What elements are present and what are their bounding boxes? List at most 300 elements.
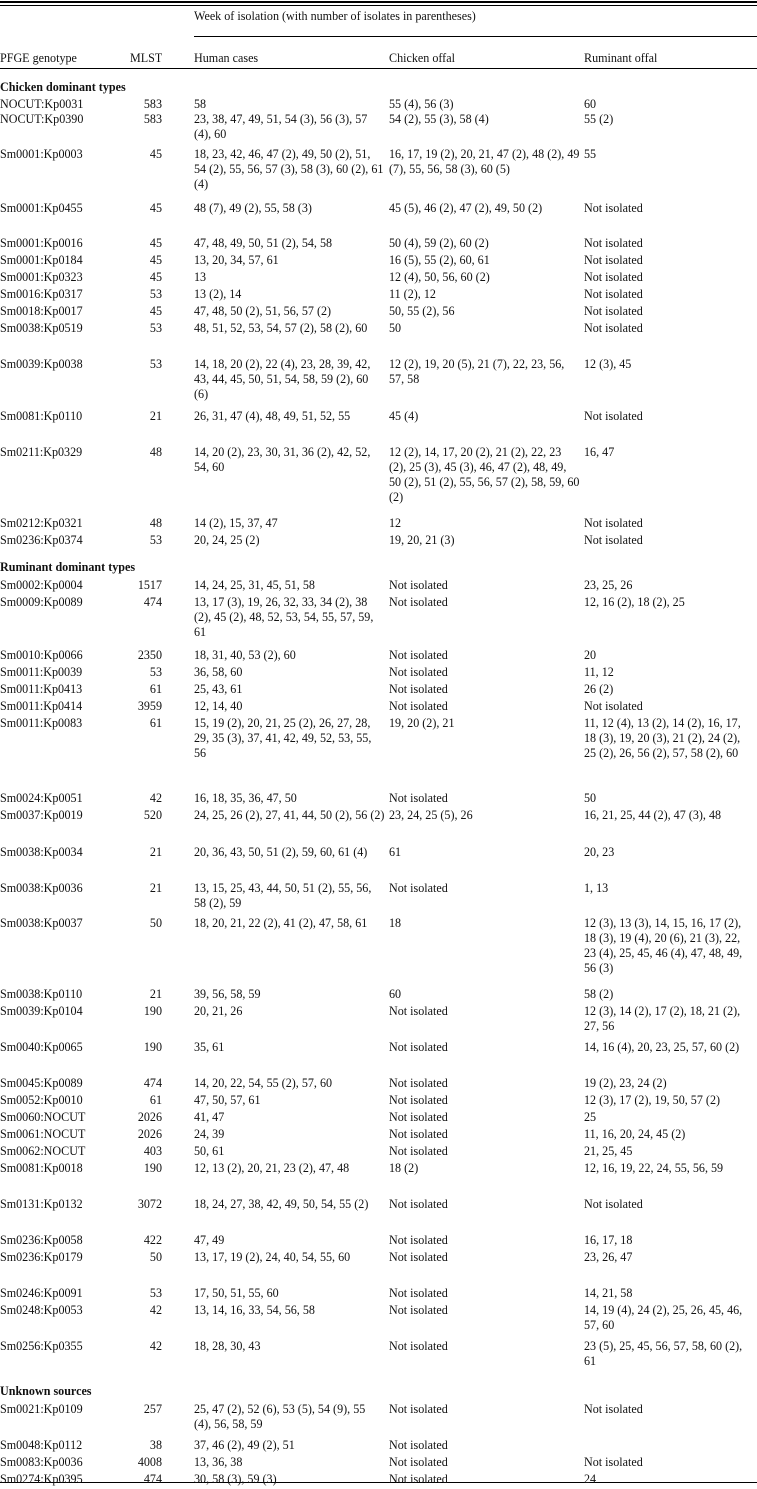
chicken-offal-cell: 50: [389, 321, 402, 335]
chicken-offal-cell: 45 (5), 46 (2), 47 (2), 49, 50 (2): [389, 201, 543, 215]
chicken-offal-cell: Not isolated: [389, 1197, 448, 1211]
chicken-offal-cell: 19, 20 (2), 21: [389, 716, 455, 730]
table-row: [0, 699, 757, 716]
table-row: [0, 1250, 757, 1286]
chicken-offal-cell: Not isolated: [389, 1303, 448, 1317]
spacer-cell: [162, 147, 194, 201]
table-row: [0, 595, 757, 648]
genotype-cell: Sm0062:NOCUT: [0, 1144, 86, 1158]
human-cases-cell: 30, 58 (3), 59 (3): [194, 1472, 277, 1486]
human-cases-cell: 14 (2), 15, 37, 47: [194, 516, 278, 530]
section-title: Chicken dominant types: [0, 80, 126, 94]
genotype-cell: Sm0081:Kp0018: [0, 1161, 83, 1175]
section-header: [0, 1382, 757, 1402]
genotype-cell: Sm0212:Kp0321: [0, 516, 83, 530]
ruminant-offal-cell: 60: [584, 97, 597, 111]
ruminant-offal-cell: 23 (5), 25, 45, 56, 57, 58, 60 (2), 61: [584, 1339, 743, 1368]
ruminant-offal-cell: Not isolated: [584, 304, 643, 318]
ruminant-offal-cell: Not isolated: [584, 1402, 643, 1416]
genotype-cell: Sm0040:Kp0065: [0, 1040, 83, 1054]
mlst-cell: 3959: [137, 699, 162, 713]
spacer-cell: [162, 791, 194, 808]
genotype-cell: Sm0011:Kp0413: [0, 682, 83, 696]
mlst-cell: 2350: [137, 648, 162, 662]
human-cases-cell: 12, 14, 40: [194, 699, 243, 713]
chicken-offal-cell: Not isolated: [389, 648, 448, 662]
ruminant-offal-cell: Not isolated: [584, 409, 643, 423]
chicken-offal-cell: Not isolated: [389, 881, 448, 895]
spacer-cell: [162, 287, 194, 304]
genotype-cell: Sm0256:Kp0355: [0, 1339, 83, 1353]
mlst-cell: 2026: [137, 1127, 162, 1141]
genotype-cell: Sm0061:NOCUT: [0, 1127, 86, 1141]
mlst-cell: 190: [143, 1040, 162, 1054]
spacer-cell: [162, 881, 194, 916]
mlst-cell: 3072: [137, 1197, 162, 1211]
spacer-cell: [162, 304, 194, 321]
ruminant-offal-cell: 11, 16, 20, 24, 45 (2): [584, 1127, 686, 1141]
human-cases-cell: 13, 17, 19 (2), 24, 40, 54, 55, 60: [194, 1250, 351, 1264]
table-row: [0, 1472, 757, 1489]
ruminant-offal-cell: 16, 21, 25, 44 (2), 47 (3), 48: [584, 808, 722, 822]
genotype-cell: Sm0045:Kp0089: [0, 1076, 83, 1090]
spacer-cell: [162, 516, 194, 533]
ruminant-offal-cell: 16, 47: [584, 445, 615, 459]
genotype-cell: Sm0001:Kp0184: [0, 253, 83, 267]
chicken-offal-cell: 55 (4), 56 (3): [389, 97, 454, 111]
chicken-offal-cell: Not isolated: [389, 1076, 448, 1090]
table-row: [0, 236, 757, 253]
ruminant-offal-cell: Not isolated: [584, 533, 643, 547]
human-cases-cell: 15, 19 (2), 20, 21, 25 (2), 26, 27, 28, 29, 35 (3), 37, 41, 42, 49, 52, 53, 55, 56: [194, 716, 372, 760]
genotype-cell: Sm0038:Kp0037: [0, 916, 83, 930]
spacer-cell: [162, 1040, 194, 1076]
human-cases-cell: 20, 24, 25 (2): [194, 533, 260, 547]
genotype-cell: Sm0060:NOCUT: [0, 1110, 86, 1124]
chicken-offal-cell: 50, 55 (2), 56: [389, 304, 455, 318]
mlst-cell: 190: [143, 1161, 162, 1175]
human-cases-cell: 13, 20, 34, 57, 61: [194, 253, 279, 267]
chicken-offal-cell: Not isolated: [389, 1286, 448, 1300]
mlst-cell: 1517: [137, 578, 162, 592]
spacer-cell: [162, 1455, 194, 1472]
table-body: [0, 80, 757, 1489]
mlst-cell: 4008: [137, 1455, 162, 1469]
mlst-header: MLST: [130, 51, 162, 65]
spacer-cell: [162, 1110, 194, 1127]
chicken-offal-cell: Not isolated: [389, 682, 448, 696]
section-title: Unknown sources: [0, 1384, 92, 1398]
mlst-cell: 474: [143, 595, 162, 609]
human-cases-cell: 24, 39: [194, 1127, 225, 1141]
mlst-cell: 45: [149, 253, 162, 267]
genotype-cell: Sm0052:Kp0010: [0, 1093, 83, 1107]
ruminant-offal-cell: Not isolated: [584, 287, 643, 301]
spacer-cell: [162, 808, 194, 845]
human-cases-cell: 47, 50, 57, 61: [194, 1093, 261, 1107]
table-row: [0, 665, 757, 682]
spacer-cell: [162, 409, 194, 445]
genotype-cell: NOCUT:Kp0031: [0, 97, 84, 111]
ruminant-offal-cell: Not isolated: [584, 253, 643, 267]
mlst-cell: 61: [149, 682, 162, 696]
human-cases-cell: 13 (2), 14: [194, 287, 242, 301]
human-cases-cell: 41, 47: [194, 1110, 225, 1124]
spacer-cell: [162, 1303, 194, 1339]
chicken-offal-cell: Not isolated: [389, 791, 448, 805]
genotype-cell: Sm0011:Kp0083: [0, 716, 83, 730]
spacer-cell: [162, 201, 194, 236]
spacer-cell: [162, 916, 194, 987]
genotype-cell: Sm0018:Kp0017: [0, 304, 83, 318]
ruminant-offal-header: Ruminant offal: [584, 51, 658, 65]
chicken-offal-cell: 18 (2): [389, 1161, 419, 1175]
mlst-cell: 2026: [137, 1110, 162, 1124]
pfge-genotype-header: PFGE genotype: [0, 51, 77, 65]
table-row: [0, 201, 757, 236]
table-row: [0, 845, 757, 881]
genotype-cell: Sm0009:Kp0089: [0, 595, 83, 609]
ruminant-offal-cell: Not isolated: [584, 1455, 643, 1469]
chicken-offal-cell: Not isolated: [389, 1438, 448, 1452]
ruminant-offal-cell: 12 (3), 14 (2), 17 (2), 18, 21 (2), 27, 56: [584, 1004, 741, 1033]
ruminant-offal-cell: 12, 16 (2), 18 (2), 25: [584, 595, 685, 609]
table-row: [0, 682, 757, 699]
human-cases-cell: 39, 56, 58, 59: [194, 987, 261, 1001]
ruminant-offal-cell: 23, 25, 26: [584, 578, 633, 592]
genotype-cell: Sm0236:Kp0374: [0, 533, 83, 547]
table-row: [0, 1093, 757, 1110]
table-row: [0, 1233, 757, 1250]
chicken-offal-cell: Not isolated: [389, 699, 448, 713]
chicken-offal-cell: Not isolated: [389, 1127, 448, 1141]
human-cases-cell: 13, 36, 38: [194, 1455, 243, 1469]
human-cases-cell: 16, 18, 35, 36, 47, 50: [194, 791, 297, 805]
spacer-cell: [162, 321, 194, 357]
table-row: [0, 716, 757, 791]
spacer-cell: [162, 445, 194, 516]
mlst-cell: 45: [149, 236, 162, 250]
spacer-cell: [162, 1004, 194, 1040]
week-of-isolation-header: Week of isolation (with number of isolates in parentheses): [194, 9, 476, 23]
human-cases-cell: 20, 36, 43, 50, 51 (2), 59, 60, 61 (4): [194, 845, 368, 859]
mlst-cell: 45: [149, 304, 162, 318]
human-cases-header: Human cases: [194, 51, 259, 65]
human-cases-cell: 25, 43, 61: [194, 682, 243, 696]
ruminant-offal-cell: 55: [584, 147, 597, 161]
mlst-cell: 583: [143, 97, 162, 111]
mlst-cell: 422: [143, 1233, 162, 1247]
table-row: [0, 791, 757, 808]
chicken-offal-cell: Not isolated: [389, 1339, 448, 1353]
chicken-offal-cell: Not isolated: [389, 1250, 448, 1264]
mlst-cell: 474: [143, 1472, 162, 1486]
human-cases-cell: 48 (7), 49 (2), 55, 58 (3): [194, 201, 312, 215]
mlst-cell: 61: [149, 716, 162, 730]
mlst-cell: 53: [149, 1286, 162, 1300]
chicken-offal-cell: Not isolated: [389, 1110, 448, 1124]
ruminant-offal-cell: Not isolated: [584, 270, 643, 284]
chicken-offal-cell: 23, 24, 25 (5), 26: [389, 808, 473, 822]
spacer-cell: [162, 1339, 194, 1382]
chicken-offal-cell: 60: [389, 987, 402, 1001]
genotype-cell: NOCUT:Kp0390: [0, 112, 84, 126]
ruminant-offal-cell: Not isolated: [584, 236, 643, 250]
table-row: [0, 112, 757, 147]
spacer-cell: [162, 253, 194, 270]
genotype-cell: Sm0021:Kp0109: [0, 1402, 83, 1416]
table-row: [0, 1004, 757, 1040]
ruminant-offal-cell: Not isolated: [584, 321, 643, 335]
ruminant-offal-cell: Not isolated: [584, 201, 643, 215]
mlst-cell: 61: [149, 1093, 162, 1107]
human-cases-cell: 24, 25, 26 (2), 27, 41, 44, 50 (2), 56 (2): [194, 808, 385, 822]
spacer-cell: [162, 716, 194, 791]
mlst-cell: 53: [149, 321, 162, 335]
table-row: [0, 1040, 757, 1076]
spacer-cell: [162, 987, 194, 1004]
ruminant-offal-cell: Not isolated: [584, 516, 643, 530]
genotype-cell: Sm0011:Kp0039: [0, 665, 83, 679]
human-cases-cell: 47, 49: [194, 1233, 225, 1247]
ruminant-offal-cell: 14, 21, 58: [584, 1286, 633, 1300]
ruminant-offal-cell: 12 (3), 17 (2), 19, 50, 57 (2): [584, 1093, 721, 1107]
spacer-cell: [162, 1093, 194, 1110]
ruminant-offal-cell: 23, 26, 47: [584, 1250, 633, 1264]
ruminant-offal-cell: 58 (2): [584, 987, 614, 1001]
ruminant-offal-cell: 11, 12 (4), 13 (2), 14 (2), 16, 17, 18 (3), 19, 20 (3), 21 (2), 24 (2), 25 (2), 26, 56 (2), 57, 58 (2), 60: [584, 716, 741, 760]
ruminant-offal-cell: 21, 25, 45: [584, 1144, 633, 1158]
table-row: [0, 1303, 757, 1339]
human-cases-cell: 18, 28, 30, 43: [194, 1339, 261, 1353]
spacer-cell: [162, 648, 194, 665]
ruminant-offal-cell: 55 (2): [584, 112, 614, 126]
spacer-cell: [162, 1402, 194, 1438]
chicken-offal-cell: Not isolated: [389, 1040, 448, 1054]
spacer-cell: [162, 1197, 194, 1233]
human-cases-cell: 18, 31, 40, 53 (2), 60: [194, 648, 296, 662]
table-row: [0, 357, 757, 409]
ruminant-offal-cell: 12 (3), 45: [584, 357, 632, 371]
table-row: [0, 808, 757, 845]
genotype-cell: Sm0083:Kp0036: [0, 1455, 83, 1469]
genotype-cell: Sm0274:Kp0395: [0, 1472, 83, 1486]
table-row: [0, 1110, 757, 1127]
chicken-offal-cell: Not isolated: [389, 1144, 448, 1158]
table-row: [0, 97, 757, 112]
chicken-offal-cell: 18: [389, 916, 402, 930]
human-cases-cell: 50, 61: [194, 1144, 225, 1158]
human-cases-cell: 14, 24, 25, 31, 45, 51, 58: [194, 578, 315, 592]
genotype-cell: Sm0248:Kp0053: [0, 1303, 83, 1317]
human-cases-cell: 13, 15, 25, 43, 44, 50, 51 (2), 55, 56, 58 (2), 59: [194, 881, 372, 910]
table-row: [0, 916, 757, 987]
table-row: [0, 253, 757, 270]
chicken-offal-cell: Not isolated: [389, 1093, 448, 1107]
human-cases-cell: 13, 17 (3), 19, 26, 32, 33, 34 (2), 38 (2), 45 (2), 48, 52, 53, 54, 55, 57, 59, 61: [194, 595, 374, 639]
human-cases-cell: 26, 31, 47 (4), 48, 49, 51, 52, 55: [194, 409, 351, 423]
genotype-cell: Sm0038:Kp0036: [0, 881, 83, 895]
mlst-cell: 53: [149, 357, 162, 371]
mlst-cell: 48: [149, 516, 162, 530]
genotype-cell: Sm0038:Kp0519: [0, 321, 83, 335]
table-row: [0, 987, 757, 1004]
table-row: [0, 270, 757, 287]
table-row: [0, 304, 757, 321]
table-row: [0, 147, 757, 201]
genotype-cell: Sm0001:Kp0455: [0, 201, 83, 215]
human-cases-cell: 37, 46 (2), 49 (2), 51: [194, 1438, 295, 1452]
chicken-offal-cell: 16, 17, 19 (2), 20, 21, 47 (2), 48 (2), 49 (7), 55, 56, 58 (3), 60 (5): [389, 147, 580, 176]
human-cases-cell: 58: [194, 97, 207, 111]
spacer-cell: [162, 1438, 194, 1455]
table-row: [0, 1455, 757, 1472]
ruminant-offal-cell: 24: [584, 1472, 597, 1486]
mlst-cell: 42: [149, 1303, 162, 1317]
spacer-cell: [162, 357, 194, 409]
table-row: [0, 409, 757, 445]
mlst-cell: 190: [143, 1004, 162, 1018]
chicken-offal-cell: Not isolated: [389, 1472, 448, 1486]
genotype-cell: Sm0246:Kp0091: [0, 1286, 83, 1300]
table-row: [0, 516, 757, 533]
spacer-cell: [162, 236, 194, 253]
mlst-cell: 48: [149, 445, 162, 459]
ruminant-offal-cell: 25: [584, 1110, 597, 1124]
table-row: [0, 321, 757, 357]
spacer-cell: [162, 1144, 194, 1161]
ruminant-offal-cell: 12 (3), 13 (3), 14, 15, 16, 17 (2), 18 (3), 19 (4), 20 (6), 21 (3), 22, 23 (4), 25, 45, 46 (4), 47, 48, 49, 56 (3): [584, 916, 743, 975]
mlst-cell: 21: [149, 881, 162, 895]
human-cases-cell: 35, 61: [194, 1040, 225, 1054]
human-cases-cell: 13, 14, 16, 33, 54, 56, 58: [194, 1303, 315, 1317]
genotype-cell: Sm0048:Kp0112: [0, 1438, 83, 1452]
chicken-offal-cell: Not isolated: [389, 1233, 448, 1247]
genotype-cell: Sm0039:Kp0038: [0, 357, 83, 371]
genotype-cell: Sm0002:Kp0004: [0, 578, 83, 592]
ruminant-offal-cell: 20: [584, 648, 597, 662]
chicken-offal-cell: Not isolated: [389, 595, 448, 609]
table-row: [0, 1161, 757, 1197]
mlst-cell: 45: [149, 270, 162, 284]
human-cases-cell: 18, 20, 21, 22 (2), 41 (2), 47, 58, 61: [194, 916, 368, 930]
spacer-cell: [162, 845, 194, 881]
genotype-cell: Sm0011:Kp0414: [0, 699, 83, 713]
table-row: [0, 1286, 757, 1303]
chicken-offal-cell: 12 (4), 50, 56, 60 (2): [389, 270, 490, 284]
mlst-cell: 53: [149, 533, 162, 547]
human-cases-cell: 13: [194, 270, 207, 284]
spacer-cell: [162, 533, 194, 558]
ruminant-offal-cell: 11, 12: [584, 665, 614, 679]
human-cases-cell: 23, 38, 47, 49, 51, 54 (3), 56 (3), 57 (4), 60: [194, 112, 368, 141]
ruminant-offal-cell: Not isolated: [584, 1197, 643, 1211]
genotype-cell: Sm0010:Kp0066: [0, 648, 83, 662]
human-cases-cell: 14, 18, 20 (2), 22 (4), 23, 28, 39, 42, 43, 44, 45, 50, 51, 54, 58, 59 (2), 60 (6): [194, 357, 371, 401]
ruminant-offal-cell: 26 (2): [584, 682, 614, 696]
mlst-cell: 42: [149, 791, 162, 805]
ruminant-offal-cell: [584, 1438, 757, 1455]
mlst-cell: 21: [149, 987, 162, 1001]
chicken-offal-cell: 11 (2), 12: [389, 287, 436, 301]
spacer-cell: [162, 270, 194, 287]
ruminant-offal-cell: 16, 17, 18: [584, 1233, 633, 1247]
mlst-cell: 583: [143, 112, 162, 126]
spacer-cell: [162, 112, 194, 147]
ruminant-offal-cell: 1, 13: [584, 881, 609, 895]
ruminant-offal-cell: 19 (2), 23, 24 (2): [584, 1076, 667, 1090]
human-cases-cell: 17, 50, 51, 55, 60: [194, 1286, 279, 1300]
mlst-cell: 45: [149, 147, 162, 161]
table-row: [0, 533, 757, 558]
human-cases-cell: 18, 24, 27, 38, 42, 49, 50, 54, 55 (2): [194, 1197, 369, 1211]
human-cases-cell: 48, 51, 52, 53, 54, 57 (2), 58 (2), 60: [194, 321, 368, 335]
ruminant-offal-cell: 20, 23: [584, 845, 615, 859]
table-row: [0, 1438, 757, 1455]
table-row: [0, 1127, 757, 1144]
human-cases-cell: 47, 48, 50 (2), 51, 56, 57 (2): [194, 304, 332, 318]
spacer-cell: [162, 1472, 194, 1489]
ruminant-offal-cell: 50: [584, 791, 597, 805]
spacer-cell: [162, 699, 194, 716]
table-row: [0, 1144, 757, 1161]
human-cases-cell: 25, 47 (2), 52 (6), 53 (5), 54 (9), 55 (4), 56, 58, 59: [194, 1402, 366, 1431]
chicken-offal-cell: 45 (4): [389, 409, 419, 423]
spacer-cell: [162, 1250, 194, 1286]
chicken-offal-cell: 61: [389, 845, 402, 859]
mlst-cell: 45: [149, 201, 162, 215]
genotype-cell: Sm0211:Kp0329: [0, 445, 83, 459]
ruminant-offal-cell: Not isolated: [584, 699, 643, 713]
mlst-cell: 21: [149, 845, 162, 859]
table-row: [0, 648, 757, 665]
human-cases-cell: 36, 58, 60: [194, 665, 243, 679]
human-cases-cell: 18, 23, 42, 46, 47 (2), 49, 50 (2), 51, 54 (2), 55, 56, 57 (3), 58 (3), 60 (2), 61 (4): [194, 147, 384, 191]
mlst-cell: 50: [149, 916, 162, 930]
spacer-cell: [162, 1233, 194, 1250]
human-cases-cell: 14, 20 (2), 23, 30, 31, 36 (2), 42, 52, 54, 60: [194, 445, 371, 474]
ruminant-offal-cell: 14, 16 (4), 20, 23, 25, 57, 60 (2): [584, 1040, 740, 1054]
spacer-cell: [162, 595, 194, 648]
chicken-offal-header: Chicken offal: [389, 51, 455, 65]
spacer-cell: [162, 1127, 194, 1144]
chicken-offal-cell: 12: [389, 516, 402, 530]
genotype-cell: Sm0038:Kp0110: [0, 987, 83, 1001]
spacer-cell: [162, 1286, 194, 1303]
human-cases-cell: 20, 21, 26: [194, 1004, 243, 1018]
chicken-offal-cell: Not isolated: [389, 1455, 448, 1469]
human-cases-cell: 47, 48, 49, 50, 51 (2), 54, 58: [194, 236, 333, 250]
table-row: [0, 578, 757, 595]
section-header: [0, 558, 757, 578]
mlst-cell: 403: [143, 1144, 162, 1158]
spacer-cell: [162, 1161, 194, 1197]
spacer-cell: [162, 1076, 194, 1093]
ruminant-offal-cell: 14, 19 (4), 24 (2), 25, 26, 45, 46, 57, 60: [584, 1303, 743, 1332]
spacer-cell: [162, 665, 194, 682]
table-row: [0, 1339, 757, 1382]
genotype-cell: Sm0039:Kp0104: [0, 1004, 83, 1018]
spacer-cell: [162, 578, 194, 595]
ruminant-offal-cell: 12, 16, 19, 22, 24, 55, 56, 59: [584, 1161, 724, 1175]
genotype-cell: Sm0081:Kp0110: [0, 409, 83, 423]
mlst-cell: 42: [149, 1339, 162, 1353]
chicken-offal-cell: Not isolated: [389, 1004, 448, 1018]
chicken-offal-cell: 50 (4), 59 (2), 60 (2): [389, 236, 489, 250]
table-row: [0, 881, 757, 916]
chicken-offal-cell: Not isolated: [389, 665, 448, 679]
genotype-cell: Sm0236:Kp0058: [0, 1233, 83, 1247]
